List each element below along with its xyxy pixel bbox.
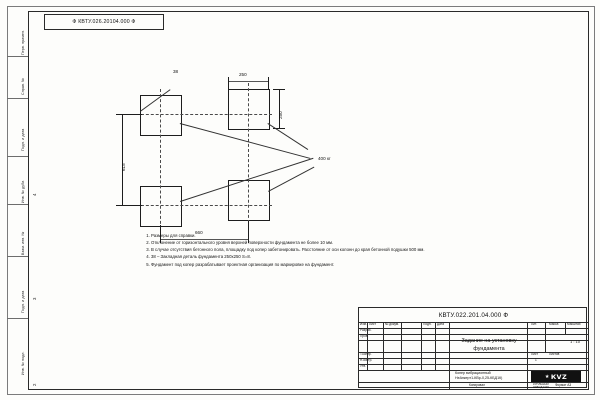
load-leader-2: [267, 123, 308, 150]
dim-bolt-38: 38: [173, 69, 179, 74]
foundation-pad-top-right: [228, 89, 270, 130]
tb-scale-header: Масштаб: [567, 322, 581, 326]
tb-role-prov: Пров.: [360, 334, 369, 338]
dim-line-250-height: [279, 89, 280, 128]
strip-label-2: Подп. и дата: [21, 128, 25, 151]
strip-label-1: Справ. №: [21, 77, 25, 95]
strip-label-3: Инв. № дубл.: [21, 179, 25, 203]
tb-vrule-8: [545, 322, 546, 334]
strip-cell-5: [7, 205, 28, 257]
company-logo: [531, 371, 581, 382]
tb-title-line2: фундамента: [473, 346, 505, 352]
strip-label-4: Взам. инв. №: [21, 231, 25, 255]
company-sub2: ЗАВОД ГЭП: [533, 385, 549, 389]
tb-vrule-3: [401, 322, 402, 370]
tb-mass-header: Масса: [549, 322, 559, 326]
tb-role-utv: Утв.: [360, 364, 367, 368]
ext-250-left: [228, 77, 229, 89]
zone-mark-3: 3: [32, 297, 37, 300]
tb-vrule-5: [435, 322, 436, 370]
tb-col-date: Дата: [437, 322, 445, 326]
tb-sheet-value: 1: [535, 358, 537, 362]
strip-cell-6: [7, 257, 28, 319]
tb-copied: Копировал: [469, 383, 485, 387]
top-designation-text: Ф КВТУ.026.20104.000 Ф: [72, 19, 136, 25]
tb-vrule-7: [527, 322, 528, 389]
tb-title-line1: Задание на установку: [461, 338, 517, 344]
dim-line-615: [122, 114, 123, 205]
dim-660: 660: [195, 230, 203, 235]
tb-sheet-label: Лист: [531, 352, 538, 356]
foundation-pad-bottom-right: [228, 180, 270, 221]
title-block: [358, 307, 587, 388]
dim-line-250-width: [228, 81, 268, 82]
tb-vrule-11: [449, 382, 450, 389]
ext-615-bot: [116, 205, 142, 206]
tb-col-list: Лист: [369, 322, 376, 326]
load-label: 400 кг: [318, 156, 331, 161]
ext-250-right: [268, 77, 269, 89]
axis-vertical: [160, 89, 161, 229]
note-item: 2. Отклонение от горизонтального уровня верхней поверхности фундамента не более 10 мм.: [151, 240, 440, 247]
axis-vertical-right: [248, 83, 249, 223]
star-icon: ★: [544, 373, 550, 380]
tb-format: Формат А3: [555, 383, 572, 387]
tb-rule-7: [359, 364, 588, 365]
strip-cell-4: [7, 157, 28, 205]
strip-cell-3: [7, 99, 28, 157]
tb-role-tkontr: Т.контр.: [360, 352, 372, 356]
tb-lit-header: Лит.: [531, 322, 537, 326]
tb-col-docno: № докум.: [385, 322, 400, 326]
tb-rule-2: [359, 328, 588, 329]
strip-cell-7: [7, 319, 28, 388]
eskd-left-strip: [7, 11, 29, 388]
note-item: 5. Фундамент под копер разрабатывает проектная организация по маркировке на фундамент.: [151, 262, 440, 269]
dim-615: 615: [121, 163, 126, 171]
tb-vrule-10: [545, 334, 546, 352]
tb-vrule-4: [421, 322, 422, 370]
note-item: 1. Размеры для справки.: [151, 233, 440, 240]
dim-250-width: 250: [239, 72, 247, 77]
tb-role-nkontr: Н.контр.: [360, 358, 373, 362]
tb-rule-3: [359, 334, 588, 335]
tb-sheets-label: Листов: [549, 352, 560, 356]
ext-250h-top: [273, 89, 285, 90]
technical-requirements: [140, 233, 440, 269]
tb-col-sign: Подп.: [423, 322, 432, 326]
tb-role-razrab: Разраб.: [360, 328, 372, 332]
tb-vrule-9: [565, 322, 566, 334]
tb-vrule-6: [449, 322, 450, 389]
foundation-pad-top-left: [140, 95, 182, 136]
title-block-designation: КВТУ.022.201.04.000 Ф: [438, 311, 509, 319]
tb-product-line1: Копер вибрационный: [455, 371, 491, 375]
tb-vrule-2: [383, 322, 384, 370]
company-sub1: КУПЛЬНЫЙ: [533, 382, 549, 386]
axis-horizontal-top: [136, 114, 272, 115]
zone-mark-4: 4: [32, 193, 37, 196]
tb-rule-6: [359, 358, 588, 359]
ext-615-top: [116, 114, 142, 115]
zone-mark-2: 2: [32, 383, 37, 386]
strip-label-5: Подп. и дата: [21, 290, 25, 313]
note-item: 4. 38 – Закладная деталь фундамента 250х250 S=8.: [151, 254, 440, 261]
strip-cell-1: [7, 11, 28, 57]
company-logo-text: КVZ: [550, 372, 568, 381]
foundation-pad-bottom-left: [140, 186, 182, 227]
tb-product-line2: НеАпкерт1-КВр-0,25-КБД1К): [455, 376, 503, 380]
axis-horizontal-bottom: [136, 205, 272, 206]
note-item: 3. В случае отсутствия бетонного пола, площадку под копер забетонировать. Расстояние от оси колонн до края бетонной подушки 500 мм.: [151, 247, 440, 254]
tb-col-izm: Изм.: [360, 322, 367, 326]
strip-cell-2: [7, 57, 28, 99]
dim-250-height: 250: [278, 111, 283, 119]
strip-label-0: Перв. примен.: [21, 29, 25, 55]
tb-scale-value: 1 : 10: [570, 339, 581, 344]
strip-label-6: Инв. № подл.: [21, 351, 25, 375]
